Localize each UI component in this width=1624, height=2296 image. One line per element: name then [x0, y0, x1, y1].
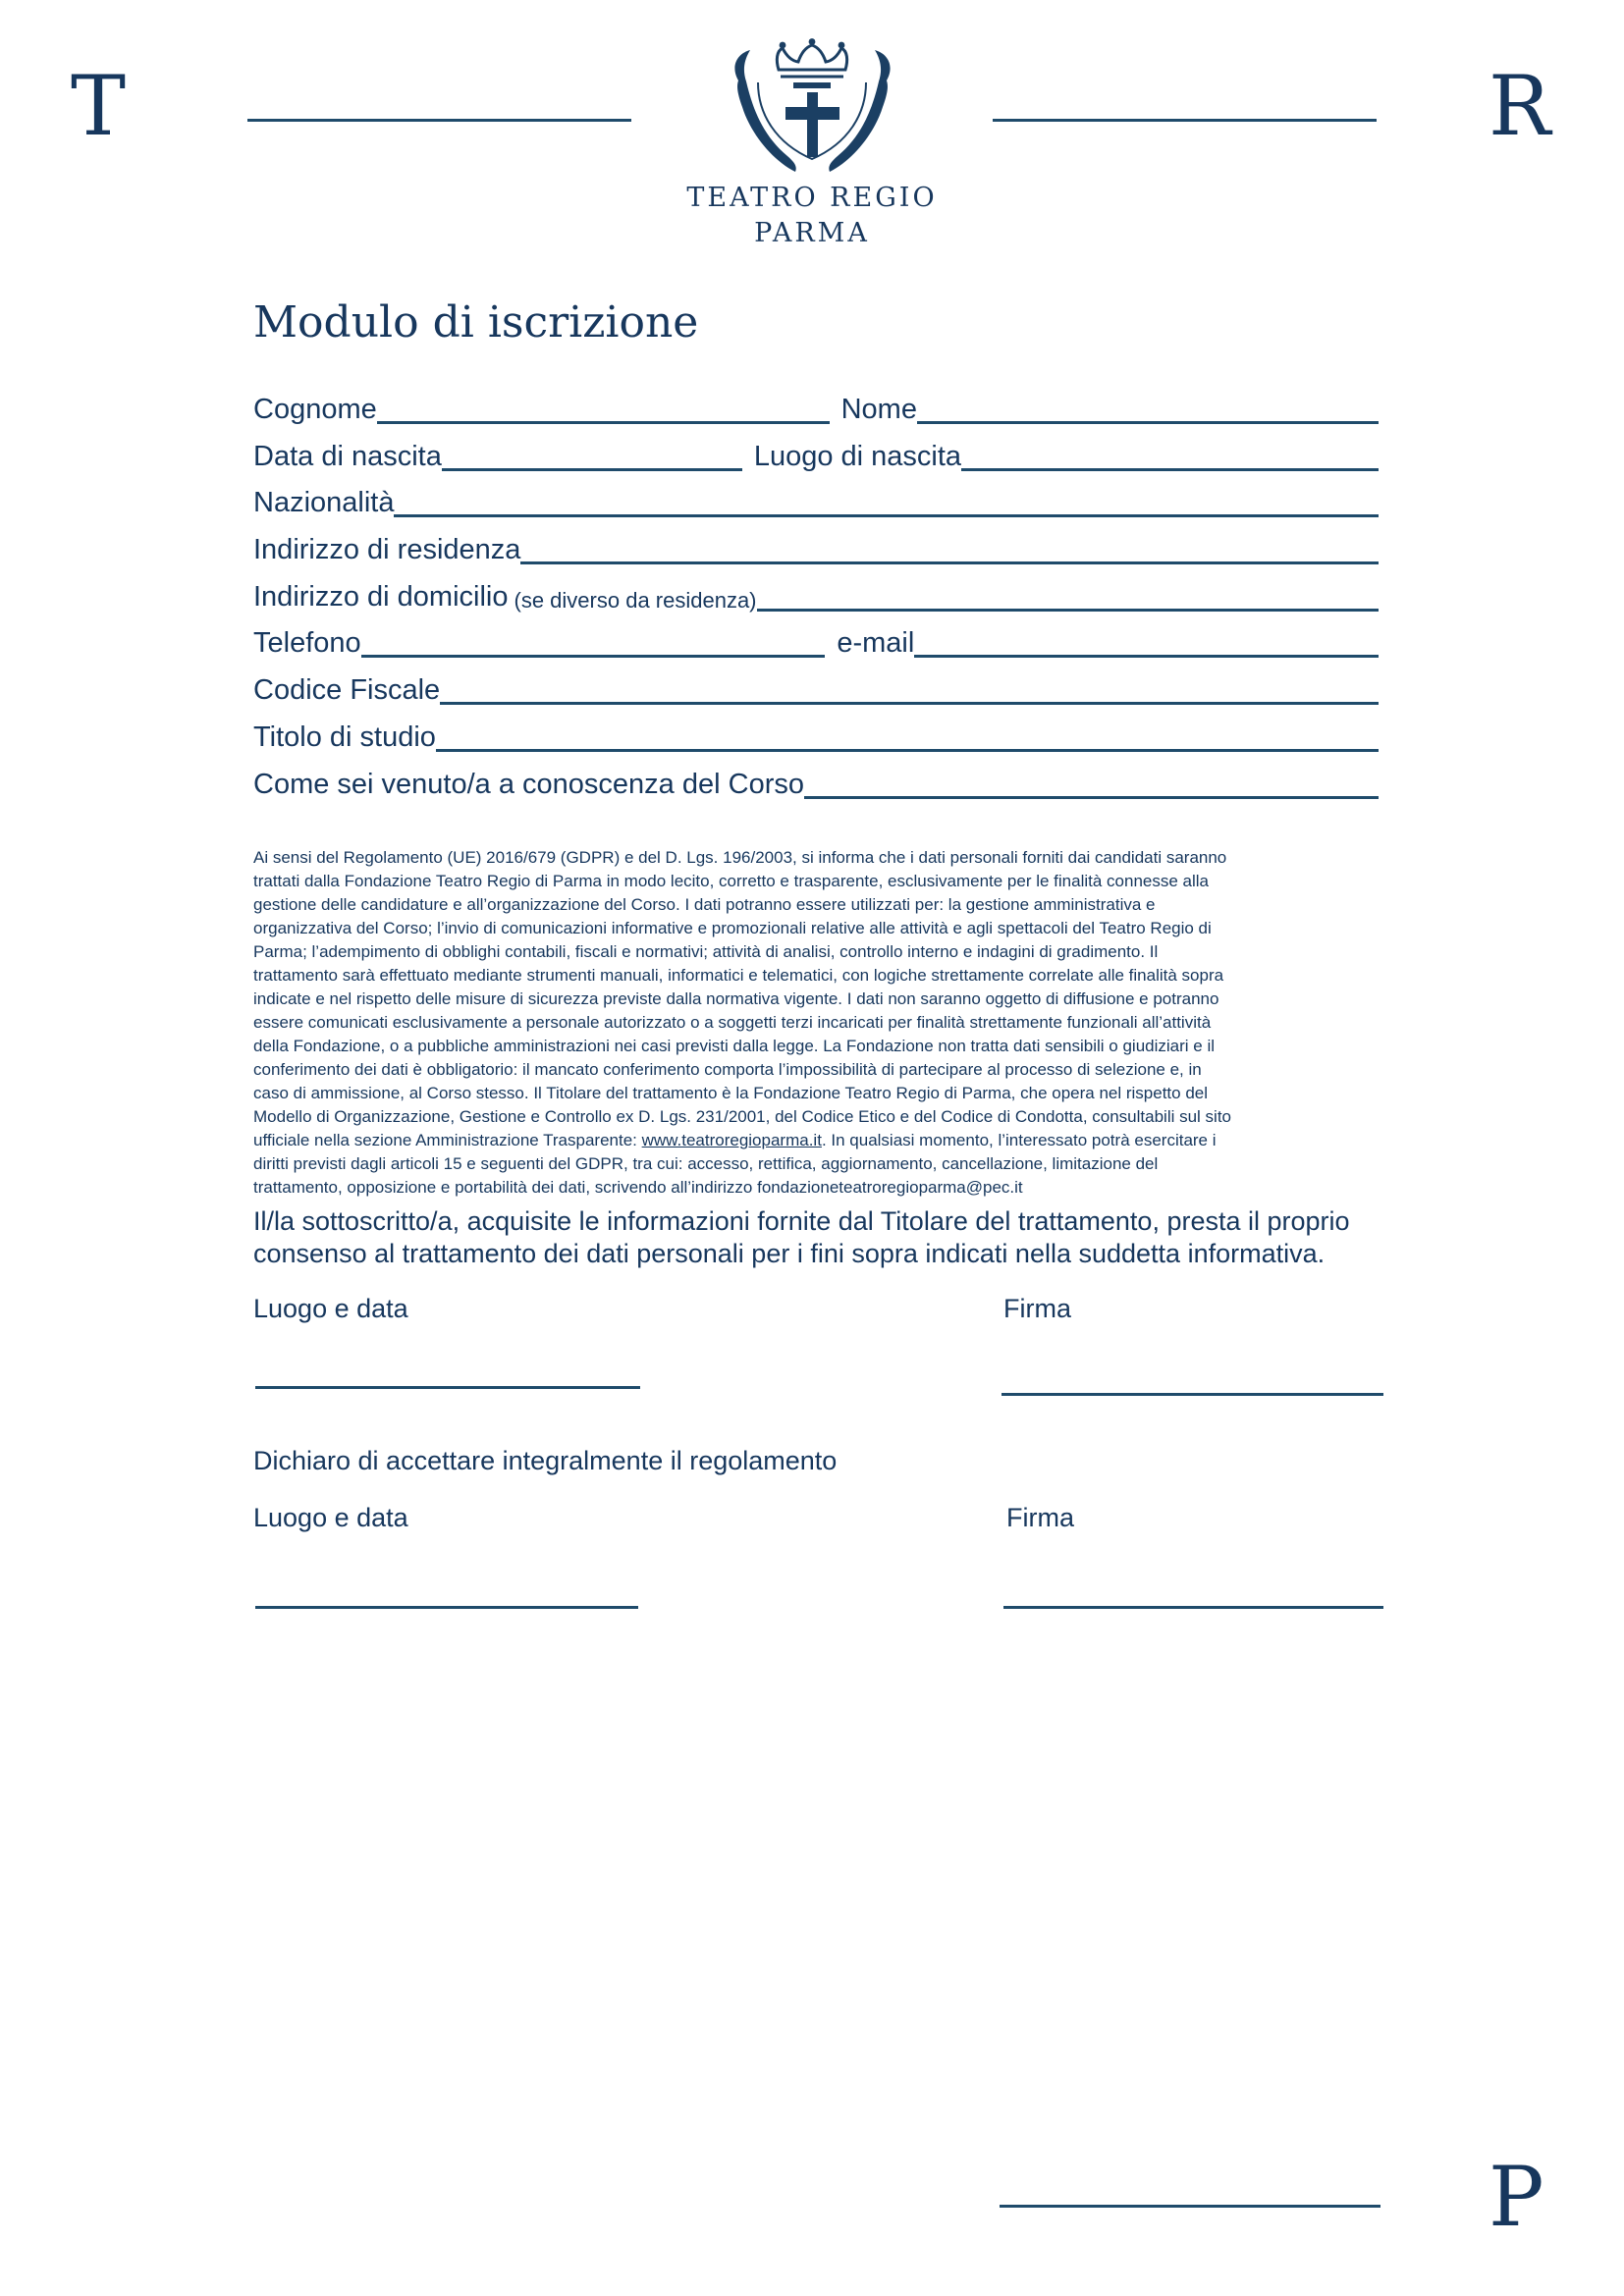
privacy-text-line: Ai sensi del Regolamento (UE) 2016/679 (GDPR) e del D. Lgs. 196/2003, si informa che i dati personali forniti dai candidati saranno	[253, 848, 1227, 867]
teatro-regio-crest-icon	[727, 37, 898, 177]
field-line-titolo-studio[interactable]	[436, 722, 1379, 752]
page-title: Modulo di iscrizione	[253, 297, 699, 347]
field-row-nascita	[253, 442, 1379, 471]
footer-corner-letter-p: P	[1489, 2149, 1544, 2245]
field-label-come-conosciuto: Come sei venuto/a a conoscenza del Corso	[253, 769, 804, 800]
field-line-come-conosciuto[interactable]	[804, 770, 1379, 799]
privacy-text-line: indicate e nel rispetto delle misure di sicurezza previste dalla normativa vigente. I dati non saranno oggetto di diffusione e potranno	[253, 989, 1219, 1008]
header-corner-letter-t: T	[71, 58, 127, 154]
luogo-e-data-label-1: Luogo e data	[253, 1294, 408, 1323]
field-line-luogo-nascita[interactable]	[961, 442, 1379, 471]
privacy-notice	[253, 846, 1382, 1200]
field-row-codice-fiscale	[253, 675, 1379, 705]
luogo-e-data-signature-line-1[interactable]	[255, 1386, 640, 1389]
field-row-titolo-studio	[253, 722, 1379, 752]
privacy-link-post-text: . In qualsiasi momento, l’interessato potrà esercitare i	[821, 1131, 1217, 1149]
privacy-text-line: trattati dalla Fondazione Teatro Regio di Parma in modo lecito, corretto e trasparente, esclusivamente per le finalità connesse alla	[253, 872, 1209, 890]
privacy-text-line: trattamento, opposizione e portabilità dei dati, scrivendo all’indirizzo fondazioneteatroregioparma@pec.it	[253, 1178, 1023, 1197]
privacy-text-line: Parma; l’adempimento di obblighi contabili, fiscali e normativi; attività di analisi, controllo interno e indagini di gradimento. Il	[253, 942, 1159, 961]
field-line-cognome[interactable]	[377, 395, 830, 424]
field-label-titolo-studio: Titolo di studio	[253, 721, 436, 753]
footer-rule	[1000, 2205, 1380, 2208]
field-line-telefono[interactable]	[361, 628, 826, 658]
field-line-nome[interactable]	[917, 395, 1379, 424]
field-row-telefono-email	[253, 628, 1379, 658]
consent-statement	[253, 1205, 1382, 1270]
privacy-text-line: essere comunicati esclusivamente a personale autorizzato o a soggetti terzi incaricati per finalità strettamente funzionali all’attività	[253, 1013, 1212, 1032]
field-line-email[interactable]	[914, 628, 1379, 658]
field-note-domicilio: (se diverso da residenza)	[514, 588, 757, 613]
field-label-indirizzo-residenza: Indirizzo di residenza	[253, 534, 521, 565]
field-line-nazionalita[interactable]	[394, 488, 1379, 517]
header-rule-right	[993, 119, 1377, 122]
field-label-luogo-nascita: Luogo di nascita	[753, 441, 962, 472]
logo-text-parma: PARMA	[754, 218, 870, 248]
privacy-link-pre-text: ufficiale nella sezione Amministrazione Trasparente:	[253, 1131, 642, 1149]
field-label-indirizzo-domicilio: Indirizzo di domicilio	[253, 581, 509, 613]
logo-text-teatro-regio: TEATRO REGIO	[686, 183, 938, 213]
firma-signature-line-2[interactable]	[1003, 1606, 1383, 1609]
firma-label-1: Firma	[1003, 1294, 1071, 1323]
field-row-come-conosciuto	[253, 770, 1379, 799]
field-label-data-nascita: Data di nascita	[253, 441, 442, 472]
field-line-data-nascita[interactable]	[442, 442, 742, 471]
field-row-domicilio	[253, 582, 1379, 612]
privacy-text-line-with-link	[253, 1129, 1382, 1152]
field-label-nazionalita: Nazionalità	[253, 487, 395, 518]
field-label-telefono: Telefono	[253, 627, 361, 659]
luogo-e-data-label-2: Luogo e data	[253, 1503, 408, 1532]
header-corner-letter-r: R	[1489, 58, 1551, 154]
privacy-text-line: della Fondazione, o a pubbliche amministrazioni nei casi previsti dalla legge. La Fondazione non tratta dati sensibili o giudiziari e il	[253, 1037, 1216, 1055]
firma-label-2: Firma	[1006, 1503, 1074, 1532]
privacy-text-line: trattamento sarà effettuato mediante strumenti manuali, informatici e telematici, con logiche strettamente correlate alle finalità sopra	[253, 966, 1224, 985]
field-row-cognome-nome	[253, 395, 1379, 424]
field-row-nazionalita	[253, 488, 1379, 517]
consent-line-1: Il/la sottoscritto/a, acquisite le informazioni fornite dal Titolare del trattamento, presta il proprio	[253, 1206, 1350, 1236]
consent-line-2: consenso al trattamento dei dati personali per i fini sopra indicati nella suddetta informativa.	[253, 1239, 1326, 1268]
header-rule-left	[247, 119, 631, 122]
field-label-email: e-mail	[837, 627, 915, 659]
field-line-indirizzo-residenza[interactable]	[520, 535, 1379, 564]
privacy-text-line: conferimento dei dati è obbligatorio: il mancato conferimento comporta l’impossibilità di partecipare al processo di selezione e, in	[253, 1060, 1202, 1079]
field-label-codice-fiscale: Codice Fiscale	[253, 674, 441, 706]
luogo-e-data-signature-line-2[interactable]	[255, 1606, 638, 1609]
field-row-residenza	[253, 535, 1379, 564]
field-line-indirizzo-domicilio[interactable]	[757, 582, 1379, 612]
firma-signature-line-1[interactable]	[1001, 1393, 1383, 1396]
privacy-text-line: gestione delle candidature e all’organizzazione del Corso. I dati potranno essere utilizzati per: la gestione amministrativa e	[253, 895, 1156, 914]
field-line-codice-fiscale[interactable]	[440, 675, 1379, 705]
privacy-text-line: organizzativa del Corso; l’invio di comunicazioni informative e promozionali relative alle attività e agli spettacoli del Teatro Regio di	[253, 919, 1212, 937]
field-label-nome: Nome	[840, 394, 917, 425]
privacy-text-line: diritti previsti dagli articoli 15 e seguenti del GDPR, tra cui: accesso, rettifica, aggiornamento, cancellazione, limitazione del	[253, 1154, 1159, 1173]
privacy-text-line: Modello di Organizzazione, Gestione e Controllo ex D. Lgs. 231/2001, del Codice Etico e del Codice di Condotta, consultabili sul sito	[253, 1107, 1232, 1126]
teatroregioparma-website-link[interactable]: www.teatroregioparma.it	[641, 1131, 822, 1149]
privacy-text-line: caso di ammissione, al Corso stesso. Il Titolare del trattamento è la Fondazione Teatro Regio di Parma, che opera nel rispetto del	[253, 1084, 1209, 1102]
regolamento-declaration: Dichiaro di accettare integralmente il regolamento	[253, 1446, 838, 1475]
field-label-cognome: Cognome	[253, 394, 377, 425]
